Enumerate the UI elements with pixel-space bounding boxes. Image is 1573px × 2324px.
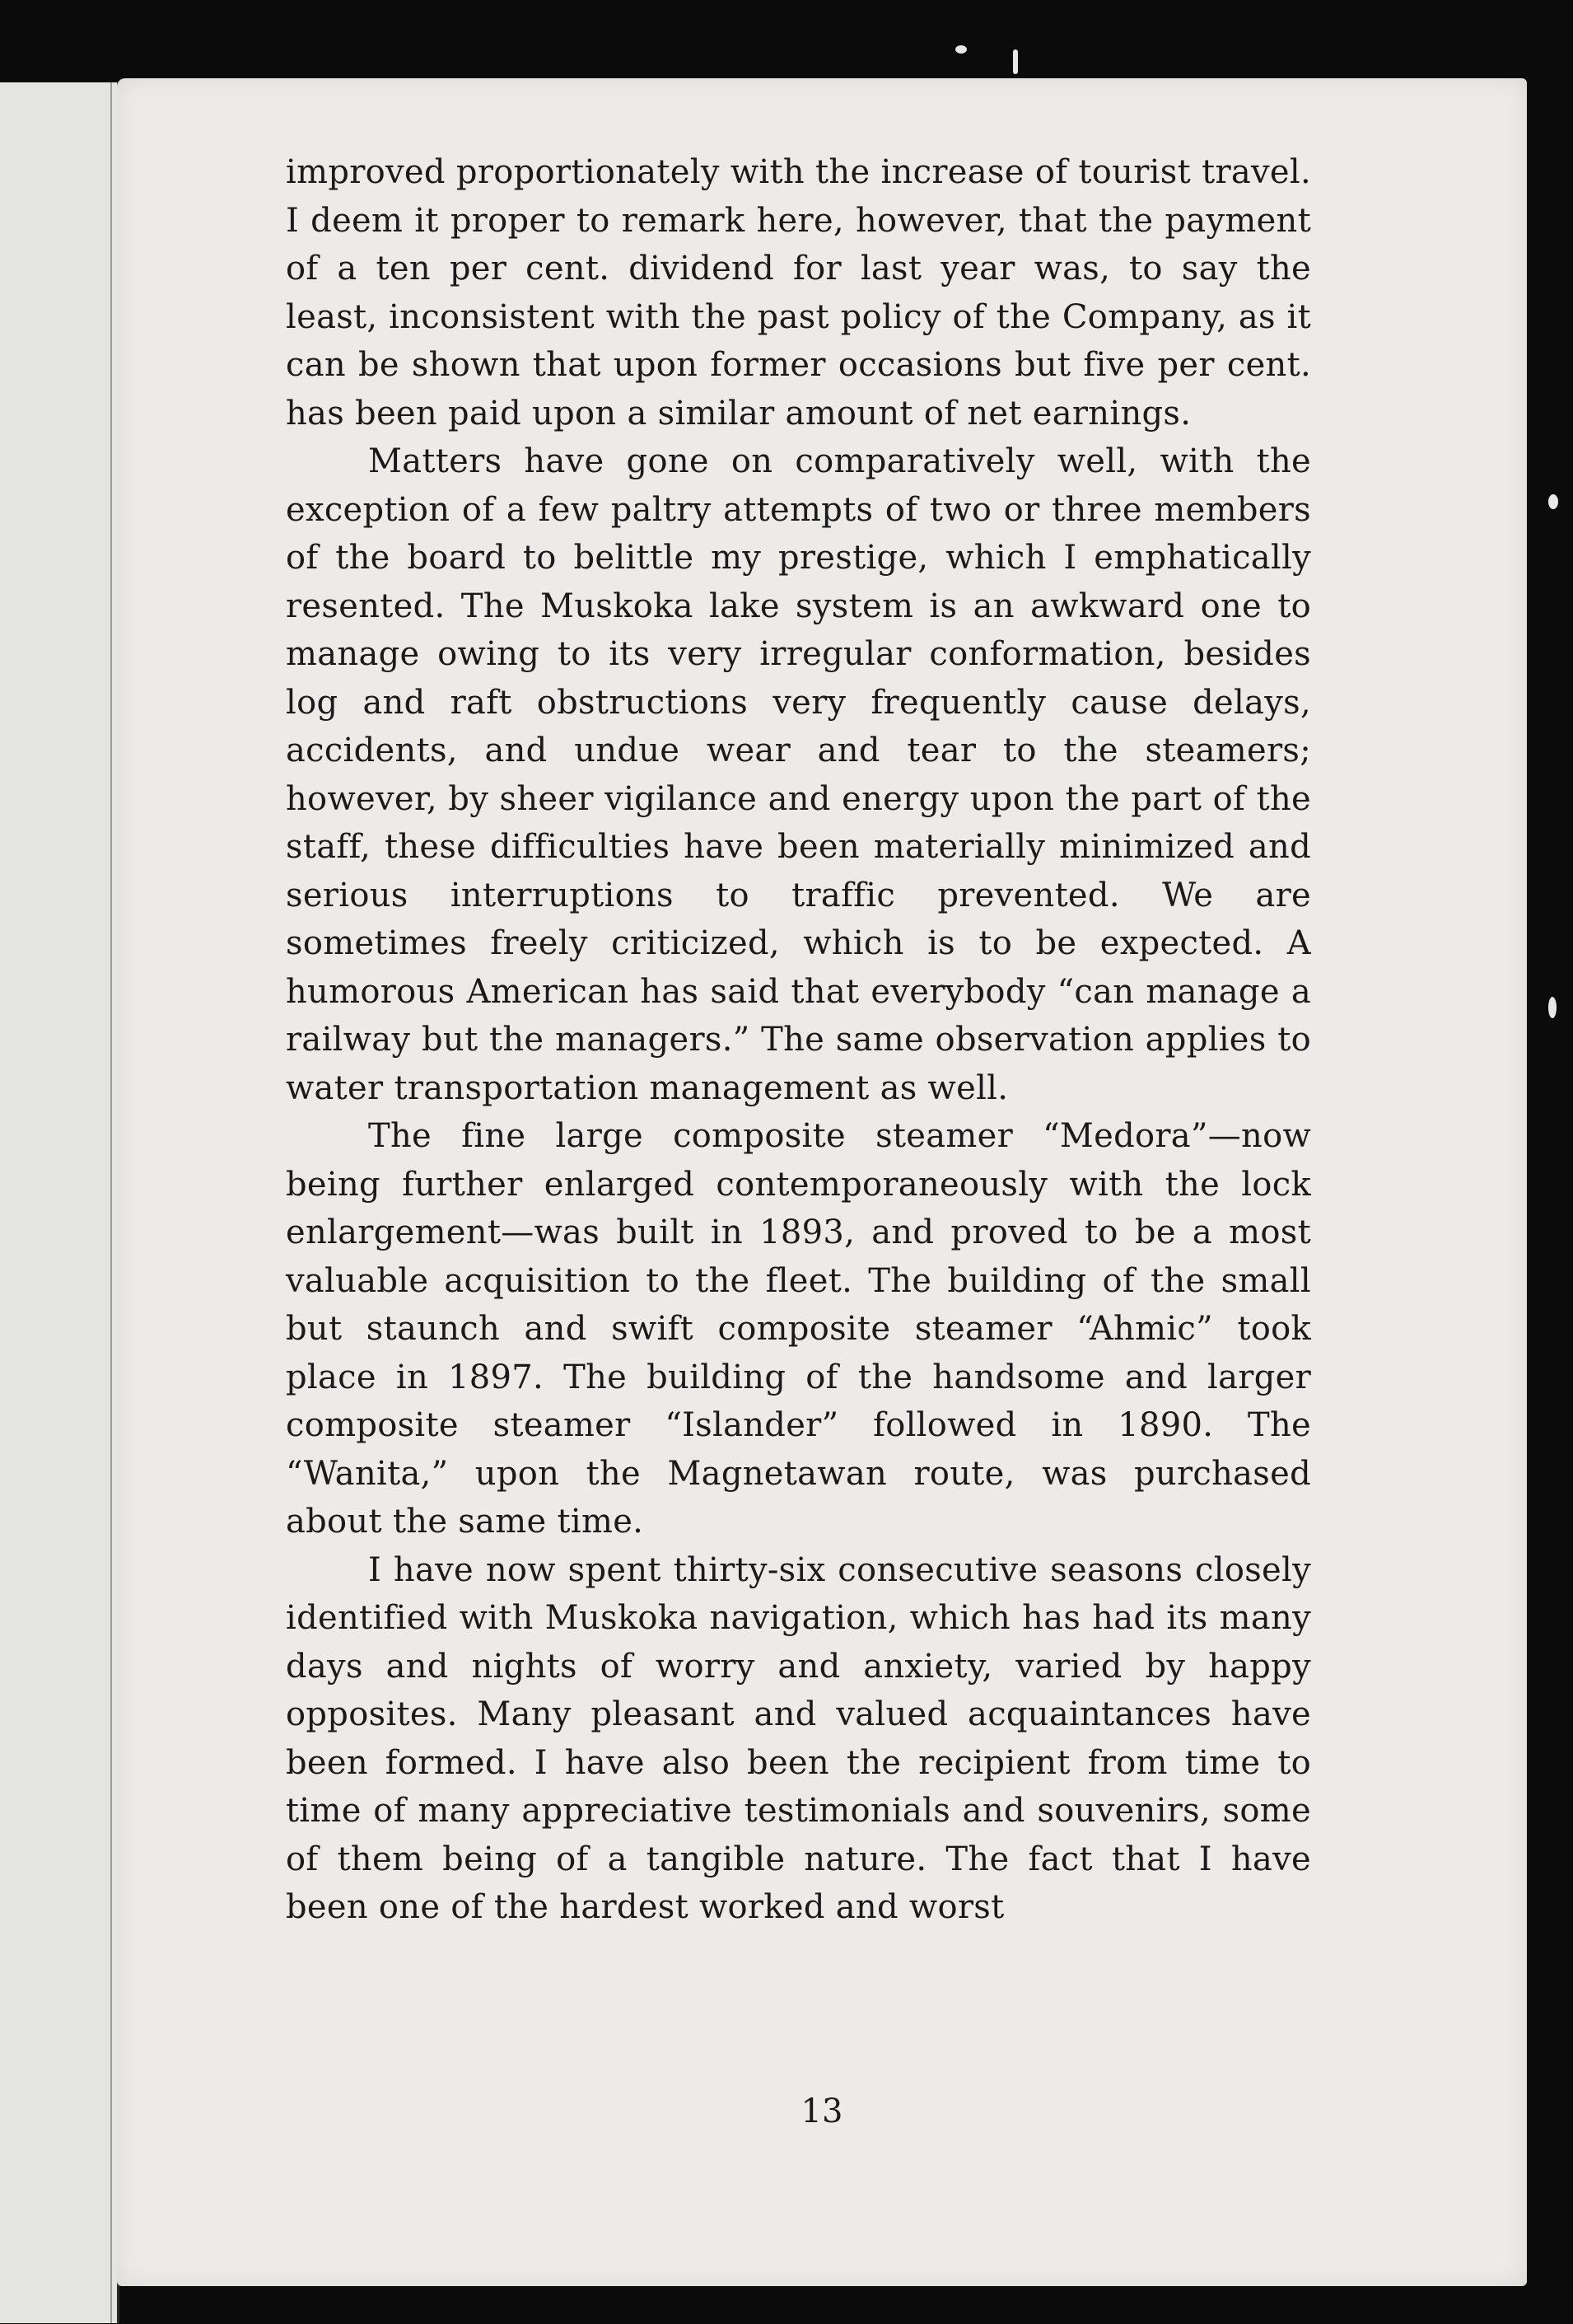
scan-speck <box>1548 494 1558 509</box>
scan-speck <box>1548 997 1557 1018</box>
page-number: 13 <box>801 2093 843 2130</box>
page-body-text <box>286 148 1311 1932</box>
page-gutter <box>110 82 112 2323</box>
scan-speck <box>955 45 967 54</box>
paragraph-2: Matters have gone on comparatively well, with the exception of a few paltry attempts of two or three members of the board to belittle my prestige, which I emphatically resented. The Muskoka lake system is an awkward one to manage owing to its very irregular conformation, besides log and raft obstructions very frequently cause delays, accidents, and undue wear and tear to the steamers; however, by sheer vigilance and energy upon the part of the staff, these difficulties have been materially minimized and serious interruptions to traffic prevented. We are sometimes freely criticized, which is to be expected. A humorous American has said that everybody “can manage a railway but the managers.” The same observation applies to water transportation management as well. <box>286 442 1311 1107</box>
scan-speck <box>1013 49 1018 74</box>
facing-page-edge <box>0 82 119 2323</box>
paragraph-3: The fine large composite steamer “Medora”—now being further enlarged contemporaneously with the lock enlargement—was built in 1893, and proved to be a most valuable acquisition to the fleet. The building of the small but staunch and swift composite steamer “Ahmic” took place in 1897. The building of the handsome and larger composite steamer “Islander” followed in 1890. The “Wanita,” upon the Magnetawan route, was purchased about the same time. <box>286 1117 1311 1541</box>
paragraph-1: improved proportionately with the increase of tourist travel. I deem it proper to remark here, however, that the payment of a ten per cent. dividend for last year was, to say the least, inconsistent with the past policy of the Company, as it can be shown that upon former occasions but five per cent. has been paid upon a similar amount of net earnings. <box>286 153 1311 433</box>
paragraph-4: I have now spent thirty-six consecutive seasons closely identified with Muskoka navigation, which has had its many days and nights of worry and anxiety, varied by happy opposites. Many pleasant and valued acquaintances have been formed. I have also been the recipient from time to time of many appreciative testimonials and souvenirs, some of them being of a tangible nature. The fact that I have been one of the hardest worked and worst <box>286 1550 1311 1926</box>
